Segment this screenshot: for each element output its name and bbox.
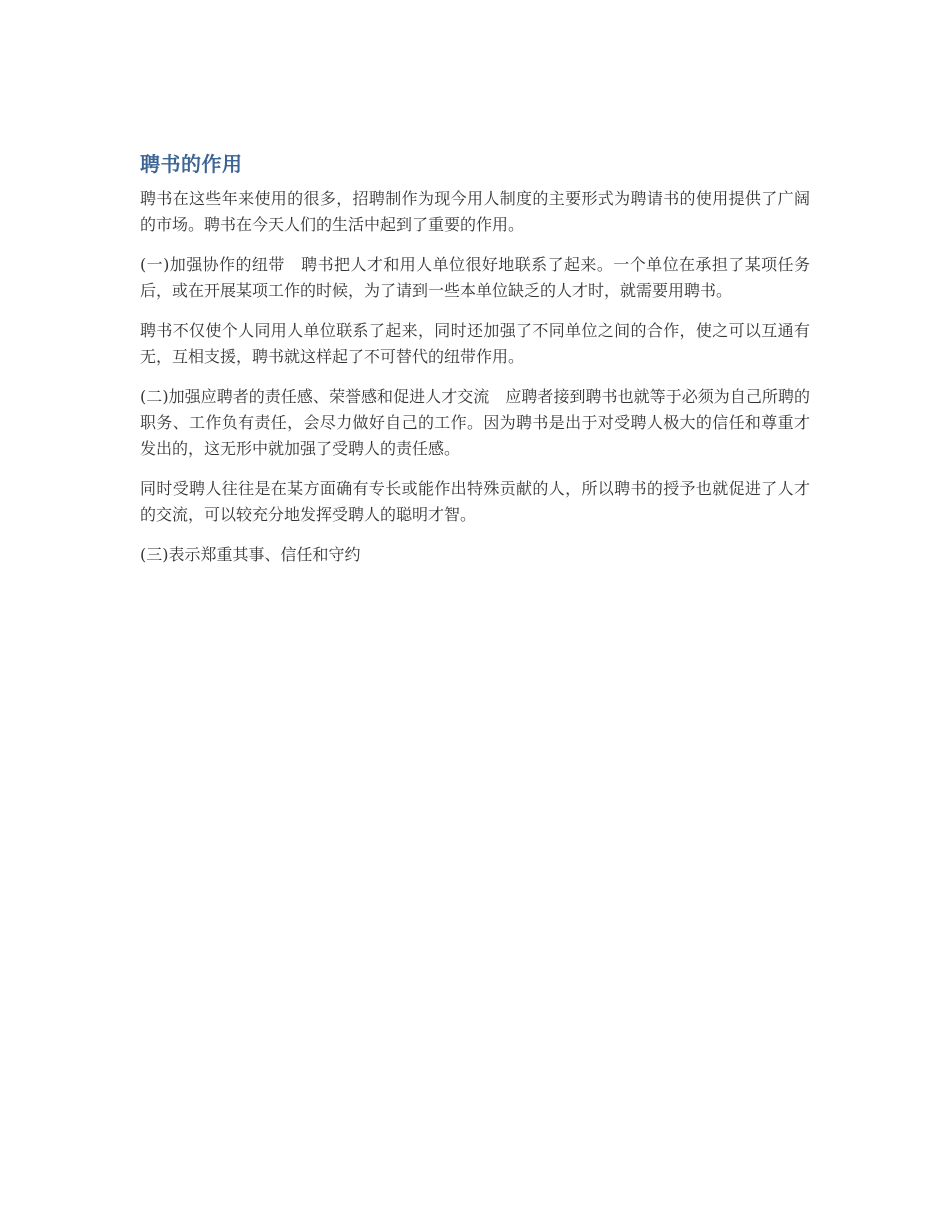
paragraph-section-2: (二)加强应聘者的责任感、荣誉感和促进人才交流 应聘者接到聘书也就等于必须为自己所聘的职务、工作负有责任，会尽力做好自己的工作。因为聘书是出于对受聘人极大的信任和尊重才发出的，这无形中就加强了受聘人的责任感。	[140, 387, 810, 458]
paragraph-intro: 聘书在这些年来使用的很多，招聘制作为现今用人制度的主要形式为聘请书的使用提供了广阔的市场。聘书在今天人们的生活中起到了重要的作用。	[140, 189, 810, 234]
paragraph-section-1: (一)加强协作的纽带 聘书把人才和用人单位很好地联系了起来。一个单位在承担了某项任务后，或在开展某项工作的时候，为了请到一些本单位缺乏的人才时，就需要用聘书。	[140, 255, 810, 300]
paragraph-section-3: (三)表示郑重其事、信任和守约	[140, 545, 361, 564]
paragraph-section-2-cont: 同时受聘人往往是在某方面确有专长或能作出特殊贡献的人，所以聘书的授予也就促进了人才的交流，可以较充分地发挥受聘人的聪明才智。	[140, 479, 810, 524]
paragraph-section-1-cont: 聘书不仅使个人同用人单位联系了起来，同时还加强了不同单位之间的合作，使之可以互通有无，互相支援，聘书就这样起了不可替代的纽带作用。	[140, 321, 810, 366]
document-content	[140, 148, 810, 582]
document-title: 聘书的作用	[140, 152, 243, 176]
